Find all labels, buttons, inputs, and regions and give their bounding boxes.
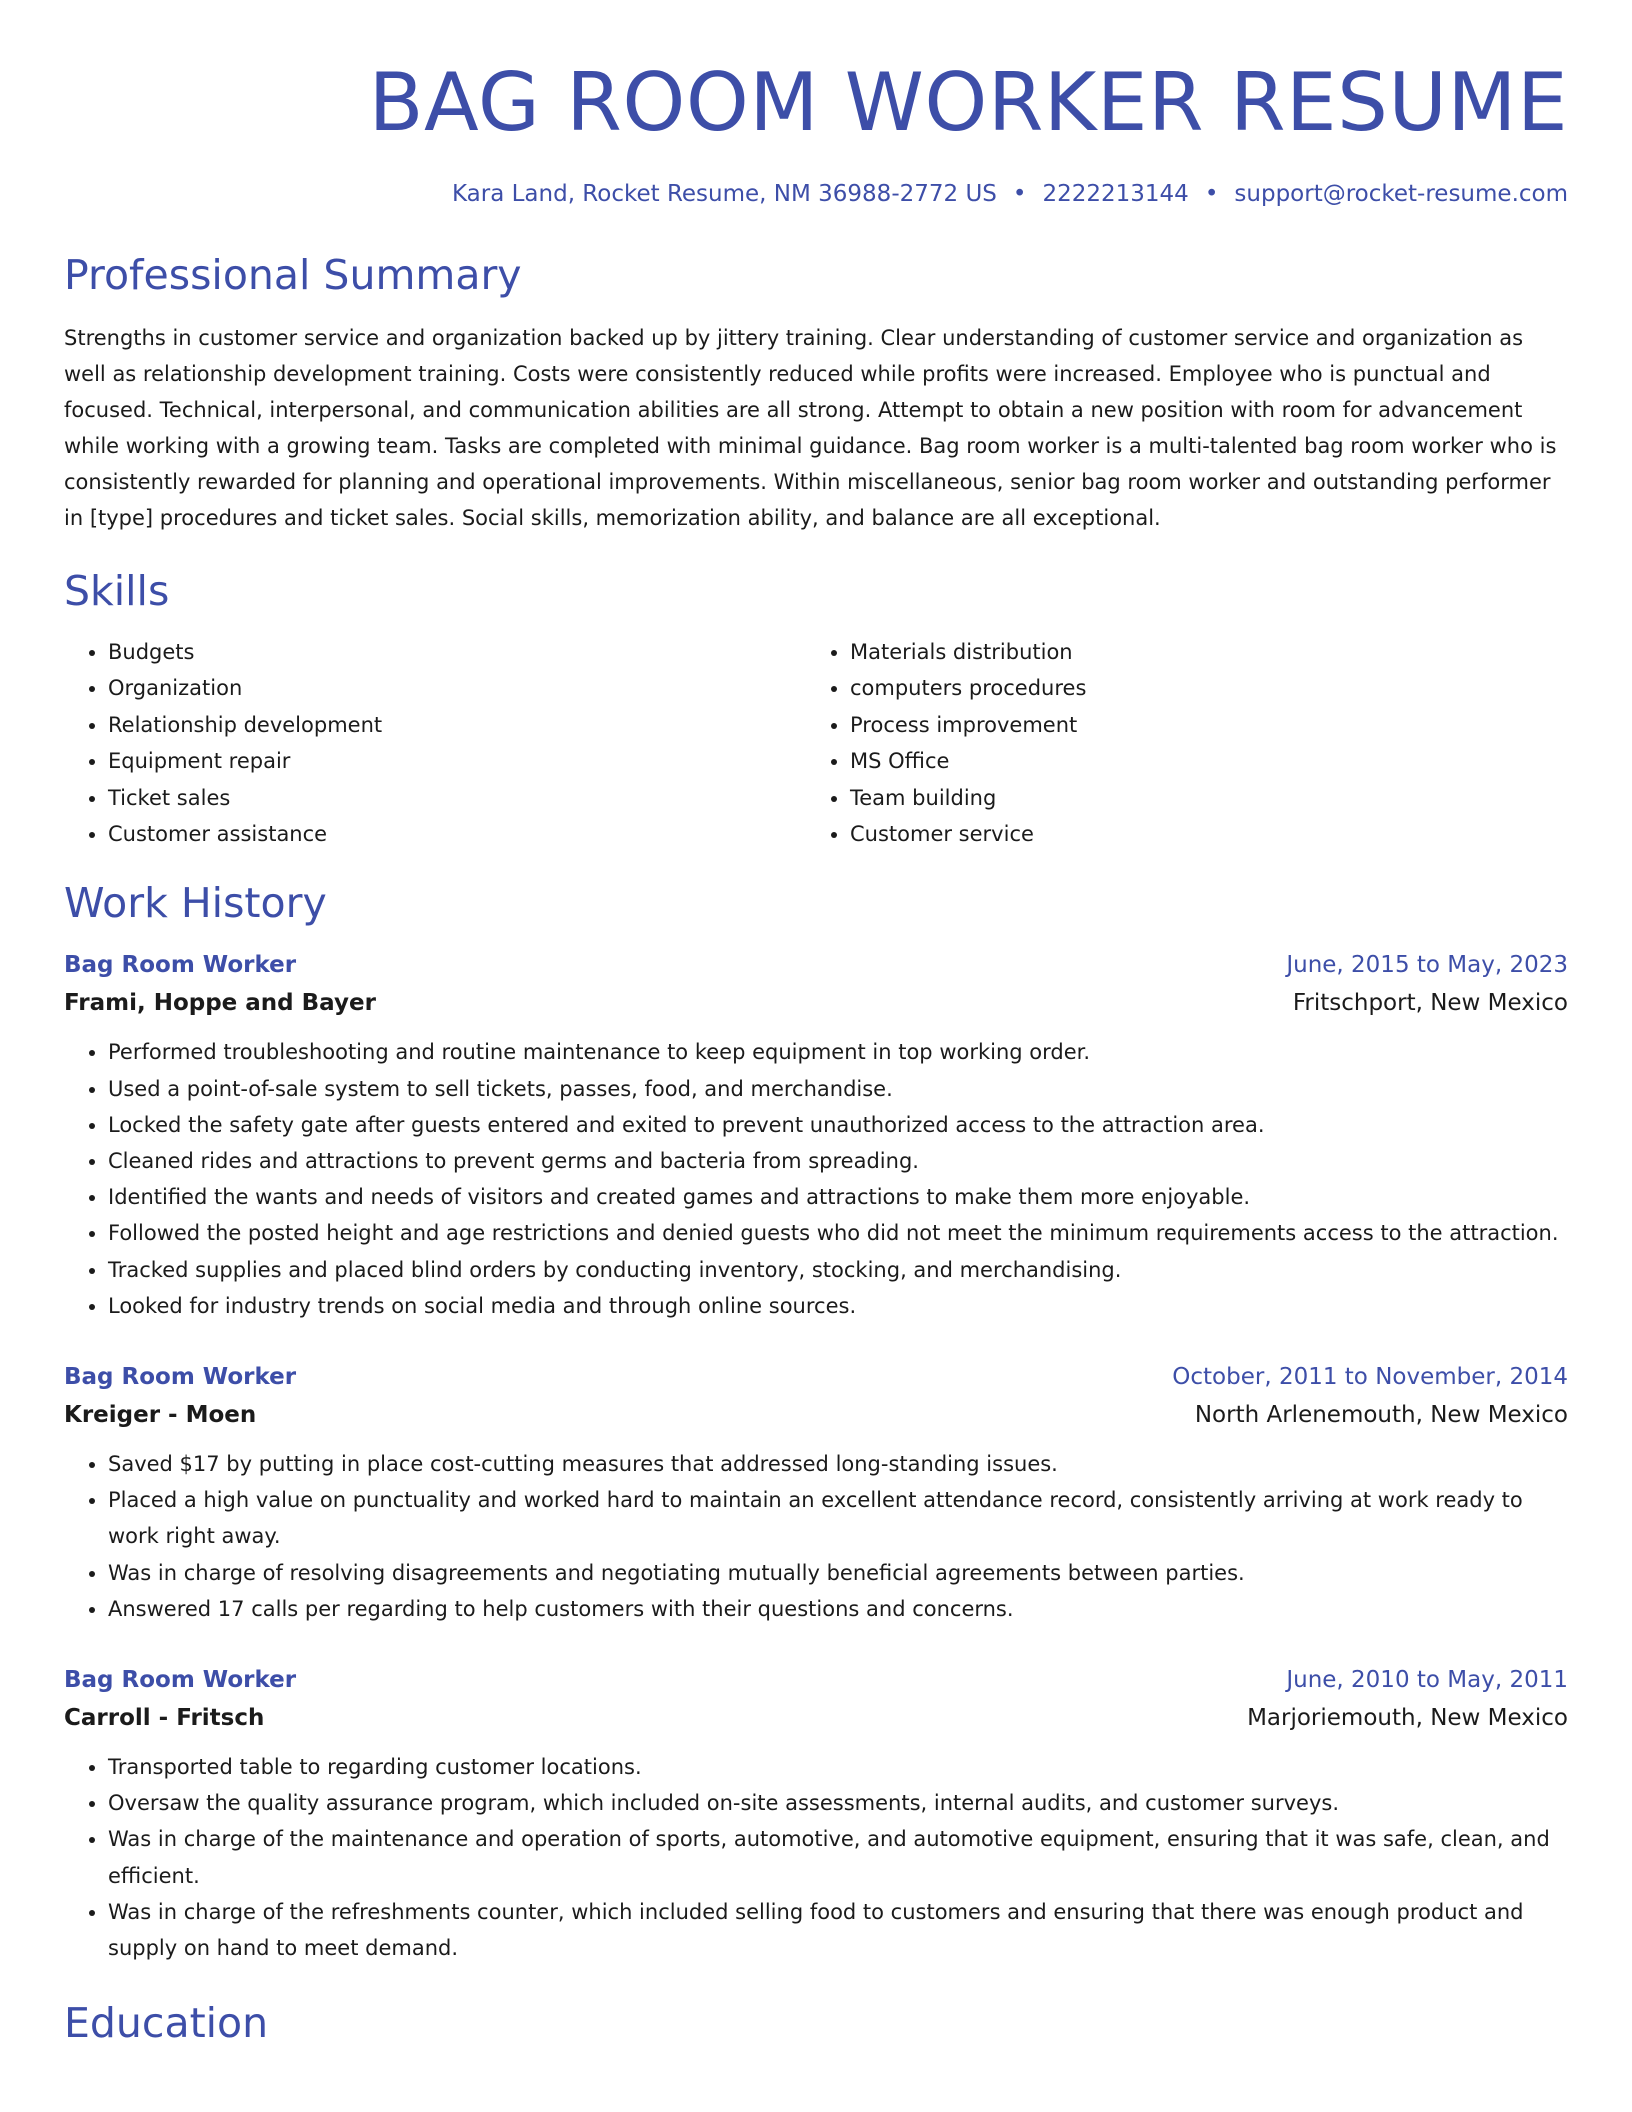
contact-address: Kara Land, Rocket Resume, NM 36988-2772 US (451, 181, 997, 207)
job-bullet: • Oversaw the quality assurance program, which included on-site assessments, internal audits, and customer surveys. (108, 1785, 1568, 1821)
job-company-row (64, 1396, 1568, 1434)
job-company: Frami, Hoppe and Bayer (64, 990, 376, 1017)
contact-separator: • (1012, 181, 1027, 207)
contact-phone: 2222213144 (1042, 181, 1189, 207)
skill-item: • Ticket sales (108, 780, 806, 816)
skill-item: • Organization (108, 670, 806, 706)
job-dates: June, 2015 to May, 2023 (1286, 952, 1568, 979)
skill-item: • Customer assistance (108, 816, 806, 852)
job-bullet: • Transported table to regarding customer locations. (108, 1749, 1568, 1785)
professional-summary-text: Strengths in customer service and organization backed up by jittery training. Clear understanding of customer service and organization as well as relationship development training. Costs were consistently reduced while profits were increased. Employee who is punctual and focused. Technical, interpersonal, and communication abilities are all strong. Attempt to obtain a new position with room for advancement while working with a growing team. Tasks are completed with minimal guidance. Bag room worker is a multi-talented bag room worker who is consistently rewarded for planning and operational improvements. Within miscellaneous, senior bag room worker and outstanding performer in [type] procedures and ticket sales. Social skills, memorization ability, and balance are all exceptional. (64, 326, 1557, 530)
job-bullet: • Identified the wants and needs of visitors and created games and attractions to make them more enjoyable. (108, 1179, 1568, 1215)
professional-summary-heading: Professional Summary (64, 251, 522, 299)
job-bullet: • Locked the safety gate after guests entered and exited to prevent unauthorized access to the attraction area. (108, 1107, 1568, 1143)
job-entry (64, 1661, 1568, 1966)
skill-item: • computers procedures (850, 670, 1548, 706)
job-bullet: • Tracked supplies and placed blind orders by conducting inventory, stocking, and merchandising. (108, 1252, 1568, 1288)
job-header-row (64, 1661, 1568, 1699)
skills-heading: Skills (64, 567, 170, 615)
job-title: Bag Room Worker (64, 1364, 297, 1391)
job-bullet: • Looked for industry trends on social media and through online sources. (108, 1288, 1568, 1324)
job-header-row (64, 946, 1568, 984)
skill-item: • Equipment repair (108, 743, 806, 779)
contact-email[interactable]: support@rocket-resume.com (1234, 181, 1568, 207)
contact-separator: • (1204, 181, 1219, 207)
job-location: Fritschport, New Mexico (1292, 990, 1568, 1017)
job-dates: October, 2011 to November, 2014 (1172, 1364, 1568, 1391)
job-header-row (64, 1358, 1568, 1396)
job-bullet: • Followed the posted height and age restrictions and denied guests who did not meet the minimum requirements access to the attraction. (108, 1215, 1568, 1251)
job-bullet: • Was in charge of the maintenance and operation of sports, automotive, and automotive equipment, ensuring that it was safe, clean, and efficient. (108, 1821, 1568, 1893)
job-company-row (64, 1699, 1568, 1737)
skill-item: • Customer service (850, 816, 1548, 852)
job-bullet: • Was in charge of the refreshments counter, which included selling food to customers and ensuring that there was enough product and supply on hand to meet demand. (108, 1894, 1568, 1966)
skills-grid (64, 634, 1568, 852)
job-bullets (64, 1446, 1568, 1627)
job-dates: June, 2010 to May, 2011 (1286, 1667, 1568, 1694)
skill-item: • Process improvement (850, 707, 1548, 743)
skill-item: • Materials distribution (850, 634, 1548, 670)
skills-list-left (64, 634, 806, 852)
job-bullets (64, 1749, 1568, 1966)
job-bullet: • Was in charge of resolving disagreements and negotiating mutually beneficial agreements between parties. (108, 1555, 1568, 1591)
job-title: Bag Room Worker (64, 952, 297, 979)
skill-item: • Relationship development (108, 707, 806, 743)
skill-item: • Team building (850, 780, 1548, 816)
job-bullet: • Placed a high value on punctuality and worked hard to maintain an excellent attendance record, consistently arriving at work ready to work right away. (108, 1482, 1568, 1554)
job-company-row (64, 984, 1568, 1022)
job-bullet: • Cleaned rides and attractions to prevent germs and bacteria from spreading. (108, 1143, 1568, 1179)
job-bullet: • Used a point-of-sale system to sell tickets, passes, food, and merchandise. (108, 1071, 1568, 1107)
skills-list-right (806, 634, 1548, 852)
skill-item: • Budgets (108, 634, 806, 670)
job-entry (64, 1358, 1568, 1627)
job-bullet: • Performed troubleshooting and routine maintenance to keep equipment in top working order. (108, 1034, 1568, 1070)
education-heading: Education (64, 1999, 269, 2048)
job-location: Marjoriemouth, New Mexico (1247, 1705, 1568, 1732)
contact-line (64, 178, 1568, 210)
job-company: Kreiger - Moen (64, 1402, 257, 1429)
skill-item: • MS Office (850, 743, 1548, 779)
work-history-heading: Work History (64, 879, 327, 928)
job-bullet: • Saved $17 by putting in place cost-cutting measures that addressed long-standing issues. (108, 1446, 1568, 1482)
job-company: Carroll - Fritsch (64, 1705, 265, 1732)
job-title: Bag Room Worker (64, 1667, 297, 1694)
job-location: North Arlenemouth, New Mexico (1194, 1402, 1568, 1429)
resume-title: BAG ROOM WORKER RESUME (368, 56, 1568, 149)
job-bullet: • Answered 17 calls per regarding to help customers with their questions and concerns. (108, 1591, 1568, 1627)
job-bullets (64, 1034, 1568, 1324)
job-entry (64, 946, 1568, 1324)
